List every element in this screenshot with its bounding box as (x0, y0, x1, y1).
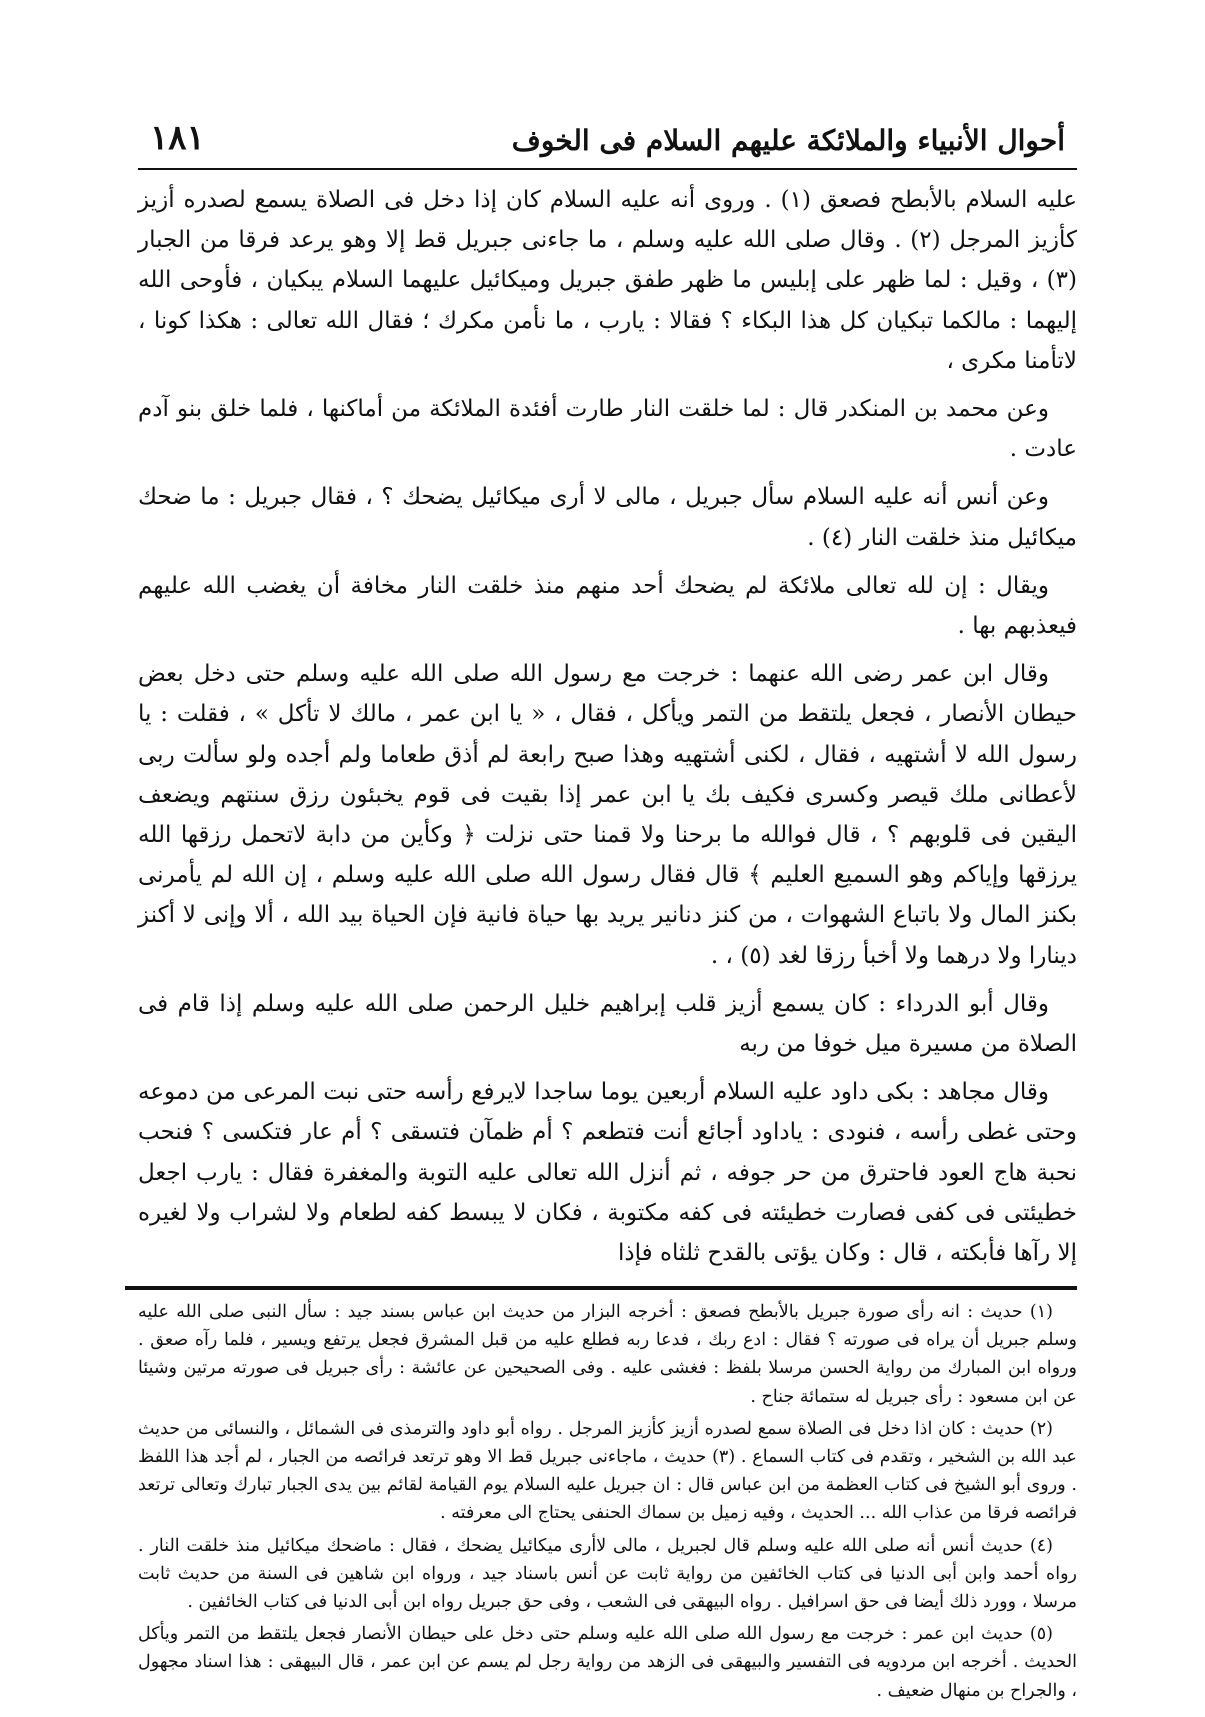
running-title: أحوال الأنبياء والملائكة عليهم السلام فى الخوف (511, 124, 1065, 157)
page-number: ١٨١ (150, 118, 205, 158)
paragraph: وقال مجاهد : بكى داود عليه السلام أربعين يوما ساجدا لايرفع رأسه حتى نبت المرعى من دموعه وحتى غطى رأسه ، فنودى : ياداود أجائع أنت فتطعم ؟ أم ظمآن فتسقى ؟ أم عار فتكسى ؟ فنحب نحبة هاج العود فاحترق من حر جوفه ، ثم أنزل الله تعالى عليه التوبة والمغفرة فقال : يارب اجعل خطيئتى فى كفى فصارت خطيئته فى كفه مكتوبة ، فكان لا يبسط كفه لطعام ولا لشراب ولا لغيره إلا رآها فأبكته ، قال : وكان يؤتى بالقدح ثلثاه فإذا (138, 1079, 1077, 1267)
main-text (138, 180, 1077, 1274)
paragraph: وعن أنس أنه عليه السلام سأل جبريل ، مالى لا أرى ميكائيل يضحك ؟ ، فقال جبريل : ما ضحك ميكائيل منذ خلقت النار (٤) . (138, 484, 1077, 551)
footnote: (١) حديث : انه رأى صورة جبريل بالأبطح فصعق : أخرجه البزار من حديث ابن عباس بسند جيد : سأل النبى صلى الله عليه وسلم جبريل أن يراه فى صورته ؟ فقال : ادع ربك ، فدعا ربه فطلع عليه من قبل المشرق فجعل يرتفع ويسير ، فلما رآه صعق . ورواه ابن المبارك من رواية الحسن مرسلا بلفظ : فغشى عليه . وفى الصحيحين عن عائشة : رأى جبريل فى صورته مرتين وشيئا عن ابن مسعود : رأى جبريل له ستمائة جناح . (138, 1302, 1077, 1407)
paragraph: وقال ابن عمر رضى الله عنهما : خرجت مع رسول الله صلى الله عليه وسلم حتى دخل بعض حيطان الأنصار ، فجعل يلتقط من التمر ويأكل ، فقال ، « يا ابن عمر ، مالك لا تأكل » ، فقلت : يا رسول الله لا أشتهيه ، فقال ، لكنى أشتهيه وهذا صبح رابعة لم أذق طعاما ولم أجده ولو سألت ربى لأعطانى ملك قيصر وكسرى فكيف بك يا ابن عمر إذا بقيت فى قوم يخبئون رزق سنتهم ويضعف اليقين فى قلوبهم ؟ ، قال فوالله ما برحنا ولا قمنا حتى نزلت ﴿ وكأين من دابة لاتحمل رزقها الله يرزقها وإياكم وهو السميع العليم ﴾ قال فقال رسول الله صلى الله عليه وسلم ، إن الله لم يأمرنى بكنز المال ولا باتباع الشهوات ، من كنز دنانير يريد بها حياة فانية فإن الحياة بيد الله ، ألا وإنى لا أكنز دينارا ولا درهما ولا أخبأ رزقا لغد (٥) ، . (138, 661, 1077, 969)
footnote: (٤) حديث أنس أنه صلى الله عليه وسلم قال لجبريل ، مالى لاأرى ميكائيل يضحك ، فقال : ماضحك ميكائيل منذ خلقت النار . رواه أحمد وابن أبى الدنيا فى كتاب الخائفين من رواية ثابت عن أنس باسناد جيد ، ورواه ابن شاهين فى السنة من حديث ثابت مرسلا ، وورد ذلك أيضا فى حق اسرافيل . رواه البيهقى فى الشعب ، وفى حق جبريل رواه ابن أبى الدنيا فى كتاب الخائفين . (138, 1535, 1077, 1613)
header-rule (138, 168, 1077, 170)
footnote: (٢) حديث : كان اذا دخل فى الصلاة سمع لصدره أزيز كأزيز المرجل . رواه أبو داود والترمذى فى الشمائل ، والنسائى من حديث عبد الله بن الشخير ، وتقدم فى كتاب السماع . (٣) حديث ، ماجاءنى جبريل قط الا وهو ترتعد فرائصه من الجبار ، لم أجد هذا اللفظ . وروى أبو الشيخ فى كتاب العظمة من ابن عباس قال : ان جبريل عليه السلام يوم القيامة لقائم بين يدى الجبار تبارك وتعالى ترتعد فرائصه فرقا من عذاب الله ... الحديث ، وفيه زميل بن سماك الحنفى يحتاج الى معرفته . (138, 1418, 1077, 1524)
footnotes (138, 1298, 1077, 1701)
paragraph: وعن محمد بن المنكدر قال : لما خلقت النار طارت أفئدة الملائكة من أماكنها ، فلما خلق بنو آدم عادت . (138, 396, 1077, 463)
paragraph: وقال أبو الدرداء : كان يسمع أزيز قلب إبراهيم خليل الرحمن صلى الله عليه وسلم إذا قام فى الصلاة من مسيرة ميل خوفا من ربه (138, 990, 1077, 1058)
paragraph: عليه السلام بالأبطح فصعق (١) . وروى أنه عليه السلام كان إذا دخل فى الصلاة يسمع لصدره أزيز كأزيز المرجل (٢) . وقال صلى الله عليه وسلم ، ما جاءنى جبريل قط إلا وهو يرعد فرقا من الجبار (٣) ، وقيل : لما ظهر على إبليس ما ظهر طفق جبريل وميكائيل عليهما السلام يبكيان ، فأوحى الله إليهما : مالكما تبكيان كل هذا البكاء ؟ فقالا : يارب ، ما نأمن مكرك ؛ فقال الله تعالى : هكذا كونا ، لاتأمنا مكرى ، (138, 187, 1077, 374)
footnote: (٥) حديث ابن عمر : خرجت مع رسول الله صلى الله عليه وسلم حتى دخل على حيطان الأنصار فجعل يلتقط من التمر ويأكل الحديث . أخرجه ابن مردويه فى التفسير والبيهقى فى الزهد من رواية رجل لم يسم عن ابن عمر ، قال البيهقى : هذا اسناد مجهول ، والجراح بن منهال ضعيف . (138, 1624, 1077, 1701)
paragraph: ويقال : إن لله تعالى ملائكة لم يضحك أحد منهم منذ خلقت النار مخافة أن يغضب الله عليهم فيعذبهم بها . (138, 572, 1077, 640)
page-header (150, 118, 1065, 166)
footnote-separator (125, 1286, 1077, 1290)
